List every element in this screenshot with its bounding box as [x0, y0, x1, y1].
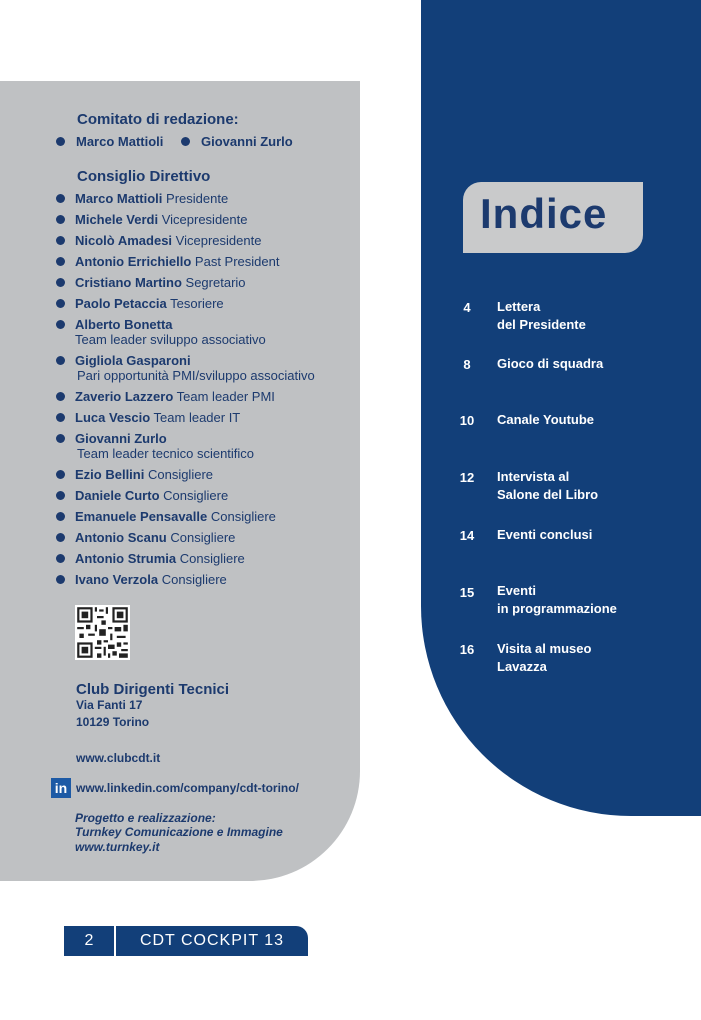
toc-page-number: 12	[459, 470, 475, 485]
board-member: Alberto Bonetta Team leader sviluppo associativo	[75, 317, 266, 347]
page-number: 2	[64, 926, 114, 956]
toc-entry[interactable]: Eventi conclusi	[497, 527, 593, 542]
toc-page-number: 10	[459, 413, 475, 428]
bullet	[56, 320, 65, 329]
address-city: 10129 Torino	[76, 715, 150, 729]
toc-page-number: 14	[459, 528, 475, 543]
board-member: Nicolò Amadesi Vicepresidente	[75, 233, 262, 248]
bullet	[56, 512, 65, 521]
bullet	[56, 392, 65, 401]
qr-code	[75, 605, 130, 660]
toc-entry[interactable]: Eventi in programmazione	[497, 583, 617, 616]
bullet	[56, 470, 65, 479]
board-member: Marco Mattioli Presidente	[75, 191, 229, 206]
toc-page-number: 8	[463, 357, 471, 372]
board-member: Ezio Bellini Consigliere	[75, 467, 214, 482]
board-member: Zaverio Lazzero Team leader PMI	[75, 389, 275, 404]
website-link[interactable]: www.clubcdt.it	[76, 751, 161, 765]
toc-page-number: 15	[459, 585, 475, 600]
board-member: Antonio Strumia Consigliere	[75, 551, 245, 566]
toc-page-number: 4	[463, 300, 471, 315]
bullet	[56, 575, 65, 584]
toc-entry[interactable]: Visita al museo Lavazza	[497, 641, 592, 674]
board-member: Daniele Curto Consigliere	[75, 488, 229, 503]
bullet	[56, 554, 65, 563]
bullet	[56, 299, 65, 308]
credits-website[interactable]: www.turnkey.it	[75, 840, 160, 854]
publication-title: CDT COCKPIT 13	[116, 926, 308, 956]
board-member: Gigliola Gasparoni Pari opportunità PMI/sviluppo associativo	[75, 353, 315, 383]
bullet	[56, 215, 65, 224]
toc-entry[interactable]: Lettera del Presidente	[497, 299, 586, 332]
address-street: Via Fanti 17	[76, 698, 143, 712]
credits-label: Progetto e realizzazione:	[75, 811, 216, 825]
bullet	[56, 194, 65, 203]
committee-heading: Comitato di redazione:	[77, 111, 239, 128]
board-member: Antonio Errichiello Past President	[75, 254, 280, 269]
board-member: Ivano Verzola Consigliere	[75, 572, 227, 587]
linkedin-link[interactable]: www.linkedin.com/company/cdt-torino/	[76, 781, 299, 795]
board-member: Giovanni Zurlo Team leader tecnico scientifico	[75, 431, 255, 461]
board-member: Cristiano Martino Segretario	[75, 275, 246, 290]
bullet	[56, 278, 65, 287]
bullet	[56, 491, 65, 500]
index-panel	[421, 0, 701, 816]
index-title: Indice	[480, 190, 608, 237]
bullet	[56, 236, 65, 245]
toc-entry[interactable]: Gioco di squadra	[497, 356, 604, 371]
bullet	[181, 137, 190, 146]
toc-entry[interactable]: Intervista al Salone del Libro	[497, 469, 599, 502]
committee-member: Marco Mattioli	[76, 134, 164, 149]
bullet	[56, 137, 65, 146]
bullet	[56, 434, 65, 443]
committee-member: Giovanni Zurlo	[201, 134, 293, 149]
bullet	[56, 533, 65, 542]
credits-agency: Turnkey Comunicazione e Immagine	[75, 825, 283, 839]
linkedin-icon: in	[51, 778, 71, 798]
bullet	[56, 257, 65, 266]
bullet	[56, 356, 65, 365]
bullet	[56, 413, 65, 422]
board-member: Paolo Petaccia Tesoriere	[75, 296, 224, 311]
board-member: Emanuele Pensavalle Consigliere	[75, 509, 276, 524]
toc-entry[interactable]: Canale Youtube	[497, 412, 595, 427]
toc-page-number: 16	[459, 642, 475, 657]
board-member: Michele Verdi Vicepresidente	[75, 212, 248, 227]
board-member: Luca Vescio Team leader IT	[75, 410, 241, 425]
org-name: Club Dirigenti Tecnici	[76, 681, 230, 698]
board-member: Antonio Scanu Consigliere	[75, 530, 236, 545]
board-heading: Consiglio Direttivo	[77, 168, 211, 185]
